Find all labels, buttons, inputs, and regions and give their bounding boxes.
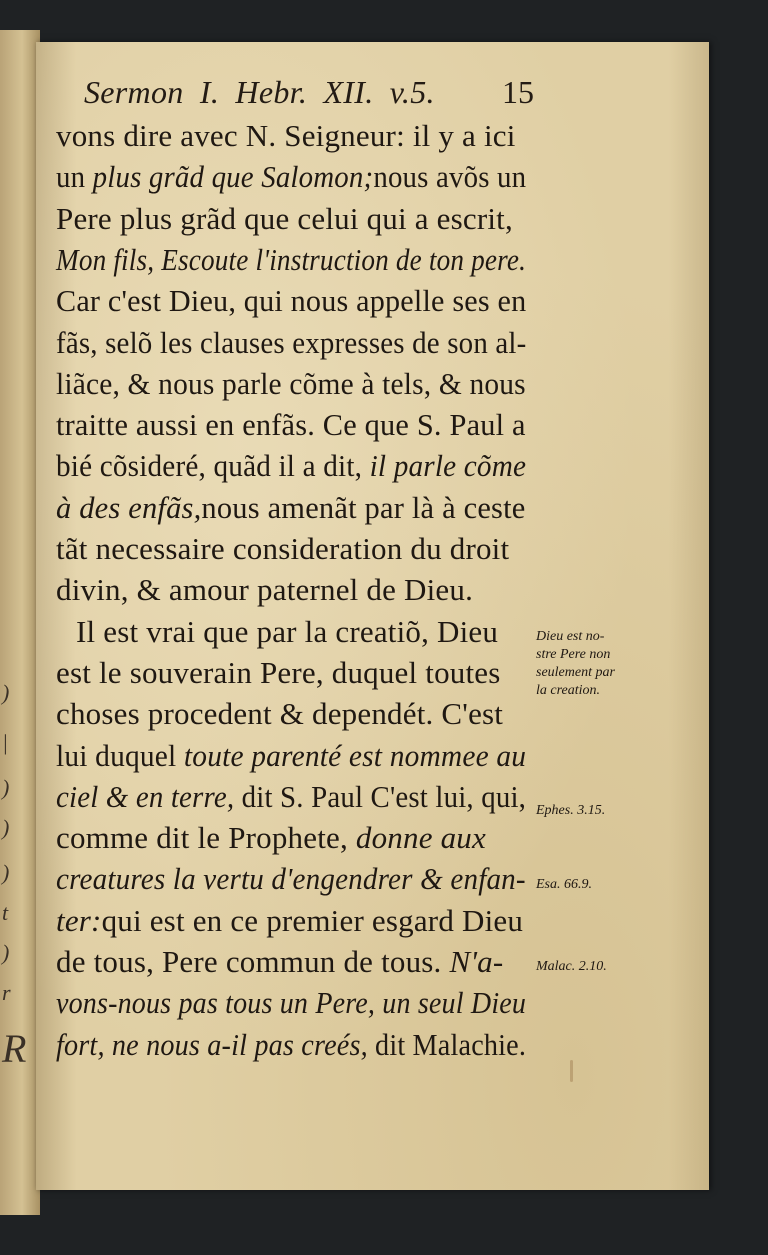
italic-quotation: à des enfãs, (56, 489, 202, 525)
text-line (56, 529, 509, 569)
margin-note-line: stre Pere non (536, 647, 611, 662)
italic-quotation: creatures la vertu d'engendrer & enfan- (56, 861, 526, 897)
text-segment: qui est en ce premier esgard Dieu (101, 902, 524, 938)
text-segment: dit Malachie. (367, 1026, 527, 1062)
italic-quotation: Mon fils, Escoute l'instruction de ton pere. (56, 241, 527, 277)
text-line (56, 942, 503, 982)
text-segment: est le souverain Pere, duquel toutes (56, 654, 501, 690)
text-line (56, 570, 473, 610)
text-segment: Pere plus grãd que celui qui a escrit, (56, 200, 513, 236)
gutter-fragment: ) (2, 815, 10, 840)
italic-quotation: fort, ne nous a-il pas creés, (56, 1026, 368, 1062)
text-segment: comme dit le Prophete, (56, 820, 356, 856)
gutter-fragment: t (2, 900, 9, 925)
italic-quotation: ter: (56, 902, 102, 938)
text-segment: un (56, 159, 93, 195)
page-number: 15 (502, 74, 534, 110)
text-line (56, 488, 525, 528)
italic-quotation: plus grãd que Salomon; (92, 159, 374, 195)
text-segment: lui duquel (56, 737, 184, 773)
italic-quotation: il parle cõme (369, 448, 527, 484)
italic-quotation: toute parenté est nommee au (183, 737, 527, 773)
text-segment: fãs, selõ les clauses expresses de son al- (56, 324, 527, 360)
italic-quotation: vons-nous pas tous un Pere, un seul Dieu (56, 985, 527, 1021)
text-line (56, 818, 486, 858)
text-segment: nous avõs un (373, 159, 527, 195)
ink-smudge (570, 1060, 573, 1082)
gutter-fragment: ) (2, 680, 10, 705)
italic-quotation: N'a- (449, 944, 504, 979)
running-title: Sermon I. Hebr. XII. v.5. (84, 74, 435, 110)
text-line (56, 199, 513, 239)
italic-quotation: ciel & en terre, (56, 778, 235, 814)
text-line (56, 240, 526, 280)
text-segment: Car c'est Dieu, qui nous appelle ses en (56, 283, 527, 319)
text-segment: vons dire avec N. Seigneur: il y a ici (56, 118, 516, 153)
text-line (56, 653, 501, 693)
text-line (56, 116, 516, 156)
text-segment: traitte aussi en enfãs. Ce que S. Paul a (56, 407, 526, 443)
text-segment: bié cõsideré, quãd il a dit, (56, 448, 370, 484)
gutter-fragment: ) (2, 940, 10, 965)
text-line (56, 281, 526, 321)
text-line (56, 736, 526, 776)
text-line (56, 405, 526, 445)
text-line (56, 323, 526, 363)
text-line (56, 1025, 526, 1065)
text-line (56, 901, 523, 941)
text-line (56, 983, 526, 1023)
margin-ref-malachie: Malac. 2.10. (536, 959, 607, 974)
left-page-edge (0, 30, 40, 1215)
text-line (56, 364, 526, 404)
text-segment: tãt necessaire consideration du droit (56, 531, 510, 566)
text-line (56, 157, 526, 197)
margin-note-line: la creation. (536, 683, 601, 698)
gutter-fragment: ) (2, 775, 10, 800)
gutter-fragment: r (2, 980, 11, 1005)
gutter-fragment: | (2, 730, 9, 755)
text-line (56, 446, 526, 486)
gutter-fragment: ) (2, 860, 10, 885)
text-segment: Il est vrai que par la creatiõ, Dieu (76, 613, 499, 649)
italic-quotation: donne aux (355, 820, 486, 856)
text-segment: nous amenãt par là à ceste (201, 489, 526, 525)
text-segment: dit S. Paul C'est lui, qui, (234, 778, 527, 814)
text-line (76, 612, 498, 652)
gutter-fragment: R (2, 1026, 27, 1071)
margin-ref-ephesians: Ephes. 3.15. (536, 803, 606, 818)
text-line (56, 777, 526, 817)
text-line (56, 859, 526, 899)
text-segment: choses procedent & dependét. C'est (56, 696, 504, 732)
margin-note-line: seulement par (536, 665, 615, 680)
text-segment: liãce, & nous parle cõme à tels, & nous (56, 365, 526, 401)
margin-ref-esaie: Esa. 66.9. (536, 877, 592, 892)
text-segment: divin, & amour paternel de Dieu. (56, 572, 474, 608)
margin-note-line: Dieu est no- (536, 629, 605, 644)
text-line (56, 694, 503, 734)
text-segment: de tous, Pere commun de tous. (56, 944, 450, 979)
